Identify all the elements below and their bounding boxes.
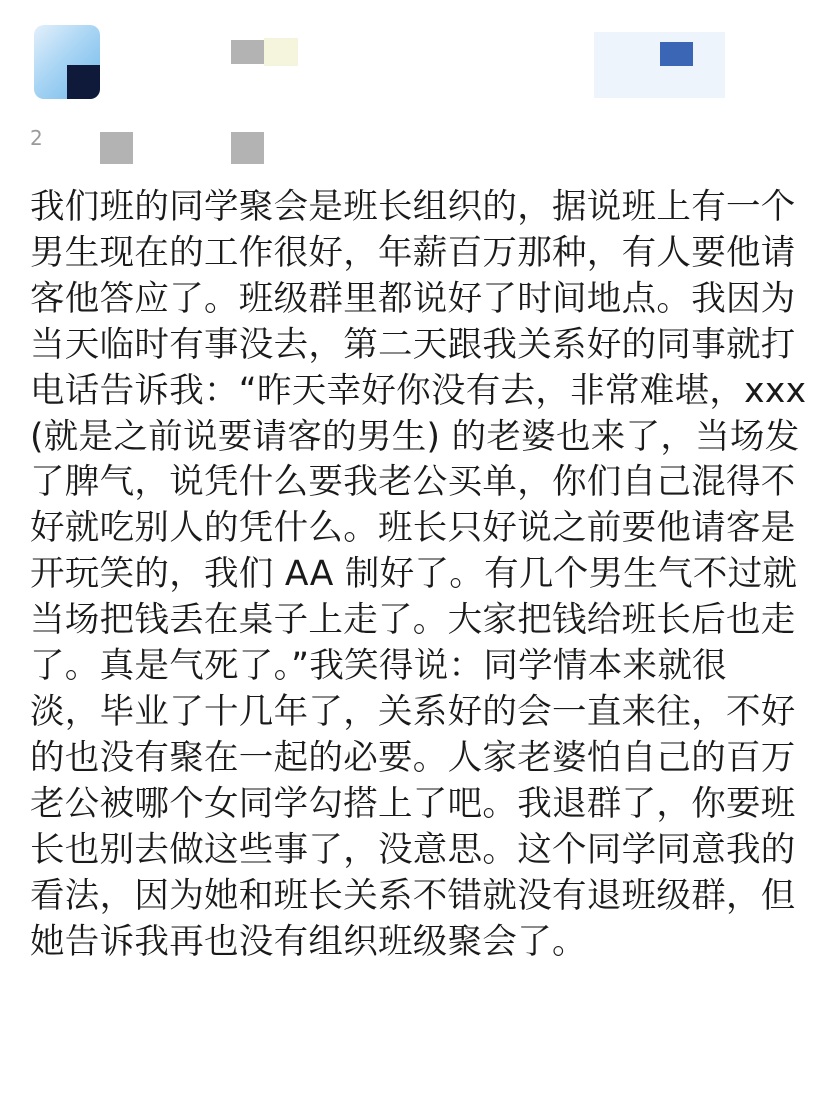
username-redaction-pale <box>264 38 298 66</box>
post-line: 的也没有聚在一起的必要。人家老婆怕自己的百万 <box>30 737 796 778</box>
post-meta-redaction-1 <box>100 132 133 164</box>
post-line: 长也别去做这些事了，没意思。这个同学同意我的 <box>30 829 796 870</box>
post-line: 当天临时有事没去，第二天跟我关系好的同事就打 <box>30 324 796 365</box>
post-line: 男生现在的工作很好，年薪百万那种，有人要他请 <box>30 232 796 273</box>
avatar-dark-block <box>67 65 100 99</box>
user-avatar[interactable] <box>34 25 100 99</box>
post-line: 客他答应了。班级群里都说好了时间地点。我因为 <box>30 278 796 319</box>
post-line: (就是之前说要请客的男生) 的老婆也来了，当场发 <box>30 416 800 457</box>
post-header <box>0 0 828 175</box>
post-line: 看法，因为她和班长关系不错就没有退班级群，但 <box>30 875 796 916</box>
post-line: 老公被哪个女同学勾搭上了吧。我退群了，你要班 <box>30 783 796 824</box>
post-line: 淡，毕业了十几年了，关系好的会一直来往，不好 <box>30 691 796 732</box>
post-line: 开玩笑的，我们 AA 制好了。有几个男生气不过就 <box>30 554 798 595</box>
post-body-text <box>30 185 807 965</box>
username-redaction <box>231 40 264 64</box>
post-line: 好就吃别人的凭什么。班长只好说之前要他请客是 <box>30 508 796 549</box>
post-line: 我们班的同学聚会是班长组织的，据说班上有一个 <box>30 187 796 227</box>
post-meta-glyph: 2 <box>30 126 43 150</box>
post-line: 了。真是气死了。”我笑得说：同学情本来就很 <box>30 646 727 687</box>
post-line: 了脾气，说凭什么要我老公买单，你们自己混得不 <box>30 462 796 503</box>
post-line: 当场把钱丢在桌子上走了。大家把钱给班长后也走 <box>30 600 796 641</box>
badge-icon <box>660 42 693 66</box>
post-line: 她告诉我再也没有组织班级聚会了。 <box>30 921 587 962</box>
redacted-badge <box>594 32 725 98</box>
post-line: 电话告诉我：“昨天幸好你没有去，非常难堪，xxx <box>30 370 807 411</box>
post-meta-redaction-2 <box>231 132 264 164</box>
